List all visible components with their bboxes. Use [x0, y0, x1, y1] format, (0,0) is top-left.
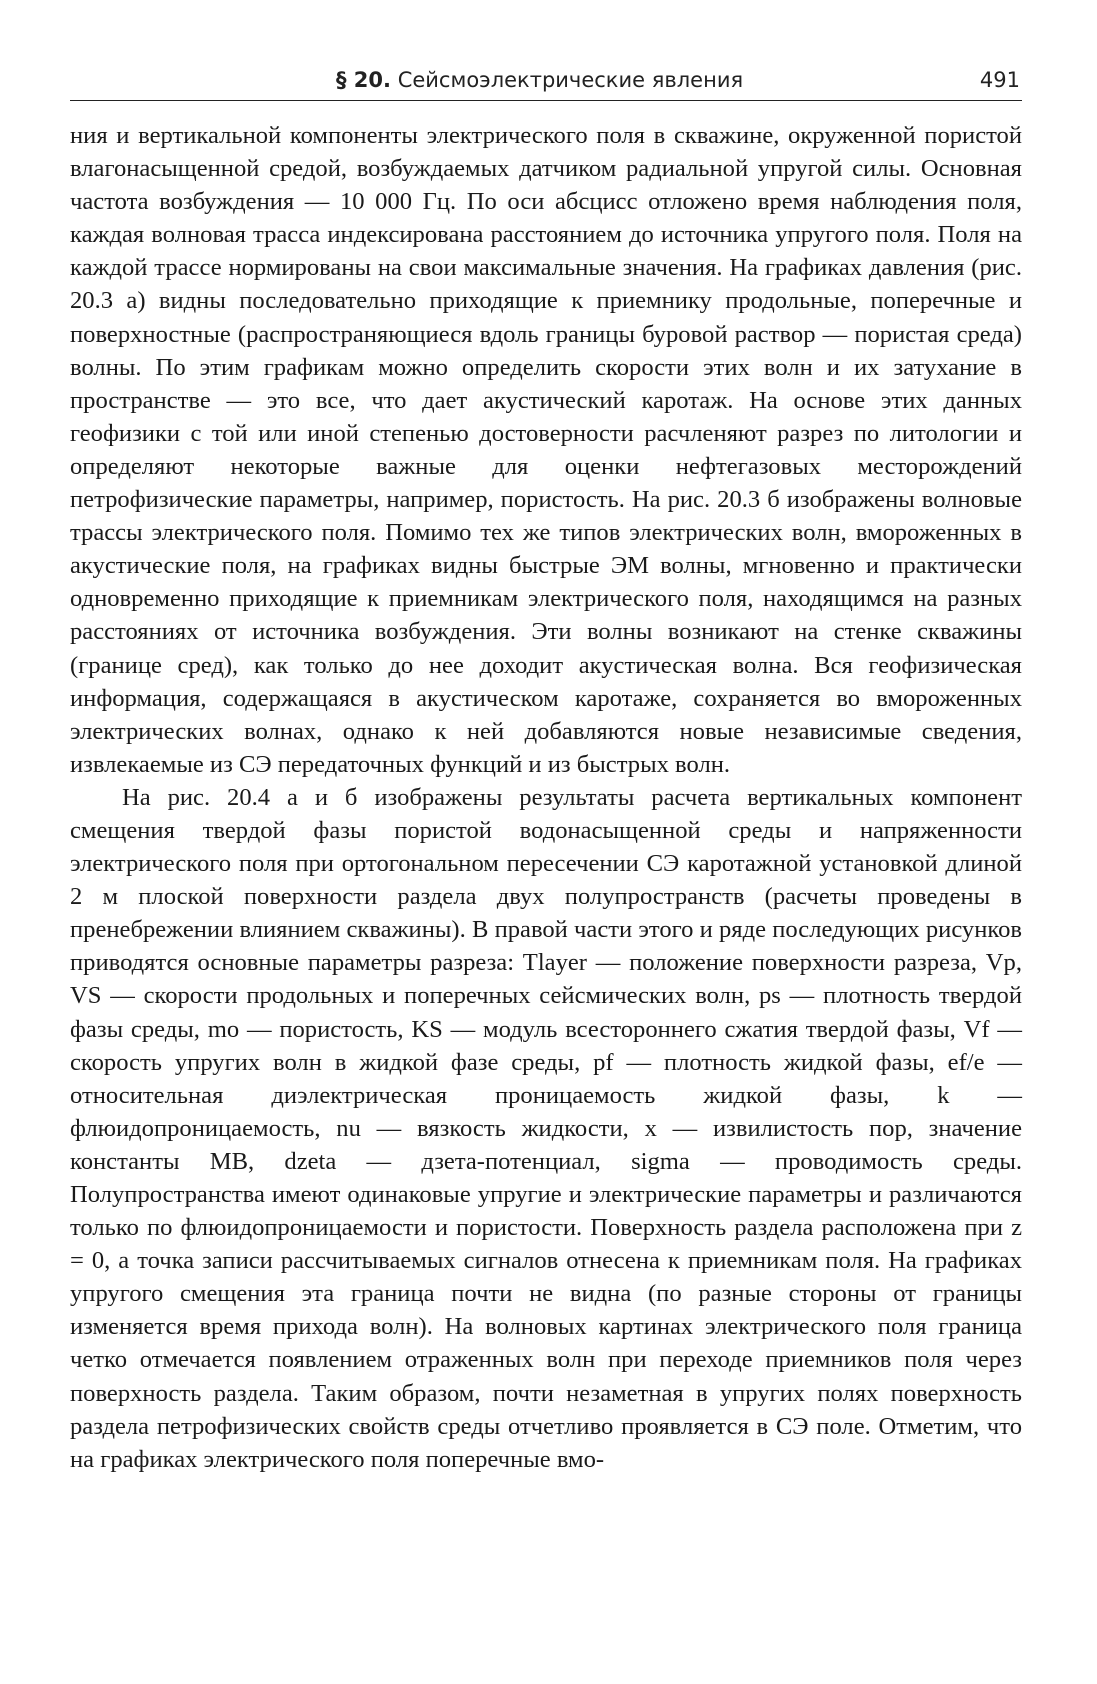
- paragraph-continued: ния и вертикальной компоненты электрического поля в скважине, окруженной пористой влагонасыщенной средой, возбуждаемых датчиком радиальной упругой силы. Основная частота возбуждения — 10 000 Гц. По оси абсцисс отложено время наблюдения поля, каждая волновая трасса индексирована расстоянием до источника упругого поля. Поля на каждой трассе нормированы на свои максимальные значения. На графиках давления (рис. 20.3 а) видны последовательно приходящие к приемнику продольные, поперечные и поверхностные (распространяющиеся вдоль границы буровой раствор — пористая среда) волны. По этим графикам можно определить скорости этих волн и их затухание в пространстве — это все, что дает акустический каротаж. На основе этих данных геофизики с той или иной степенью достоверности расчленяют разрез по литологии и определяют некоторые важные для оценки нефтегазовых месторождений петрофизические параметры, например, пористость. На рис. 20.3 б изображены волновые трассы электрического поля. Помимо тех же типов электрических волн, вмороженных в акустические поля, на графиках видны быстрые ЭМ волны, мгновенно и практически одновременно приходящие к приемникам электрического поля, находящимся на разных расстояниях от источника возбуждения. Эти волны возникают на стенке скважины (границе сред), как только до нее доходит акустическая волна. Вся геофизическая информация, содержащаяся в акустическом каротаже, сохраняется во вмороженных электрических волнах, однако к ней добавляются новые независимые сведения, извлекаемые из СЭ передаточных функций и из быстрых волн.: [70, 122, 1022, 778]
- paragraph-figure-20-4: На рис. 20.4 а и б изображены результаты расчета вертикальных компонент смещения твердой фазы пористой водонасыщенной среды и напряженности электрического поля при ортогональном пересечении СЭ каротажной установкой длиной 2 м плоской поверхности раздела двух полупространств (расчеты проведены в пренебрежении влиянием скважины). В правой части этого и ряде последующих рисунков приводятся основные параметры разреза: Tlayer — положение поверхности разреза, Vp, VS — скорости продольных и поперечных сейсмических волн, ps — плотность твердой фазы среды, mo — пористость, KS — модуль всестороннего сжатия твердой фазы, Vf — скорость упругих волн в жидкой фазе среды, pf — плотность жидкой фазы, ef/e — относительная диэлектрическая проницаемость жидкой фазы, k — флюидопроницаемость, nu — вязкость жидкости, x — извилистость пор, значение константы MB, dzeta — дзета-потенциал, sigma — проводимость среды. Полупространства имеют одинаковые упругие и электрические параметры и различаются только по флюидопроницаемости и пористости. Поверхность раздела расположена при z = 0, а точка записи рассчитываемых сигналов отнесена к приемникам поля. На графиках упругого смещения эта граница почти не видна (по разные стороны от границы изменяется время прихода волн). На волновых картинах электрического поля граница четко отмечается появлением отраженных волн при переходе приемников поля через поверхность раздела. Таким образом, почти незаметная в упругих полях поверхность раздела петрофизических свойств среды отчетливо проявляется в СЭ поле. Отметим, что на графиках электрического поля поперечные вмо-: [70, 783, 1022, 1473]
- running-header: [70, 60, 1022, 101]
- page-number: 491: [979, 68, 1020, 92]
- book-page: [70, 60, 1022, 1476]
- section-mark: § 20.: [336, 68, 392, 92]
- section-heading: [336, 68, 743, 92]
- body-text: [70, 119, 1022, 1476]
- section-title: Сейсмоэлектрические явления: [397, 68, 744, 92]
